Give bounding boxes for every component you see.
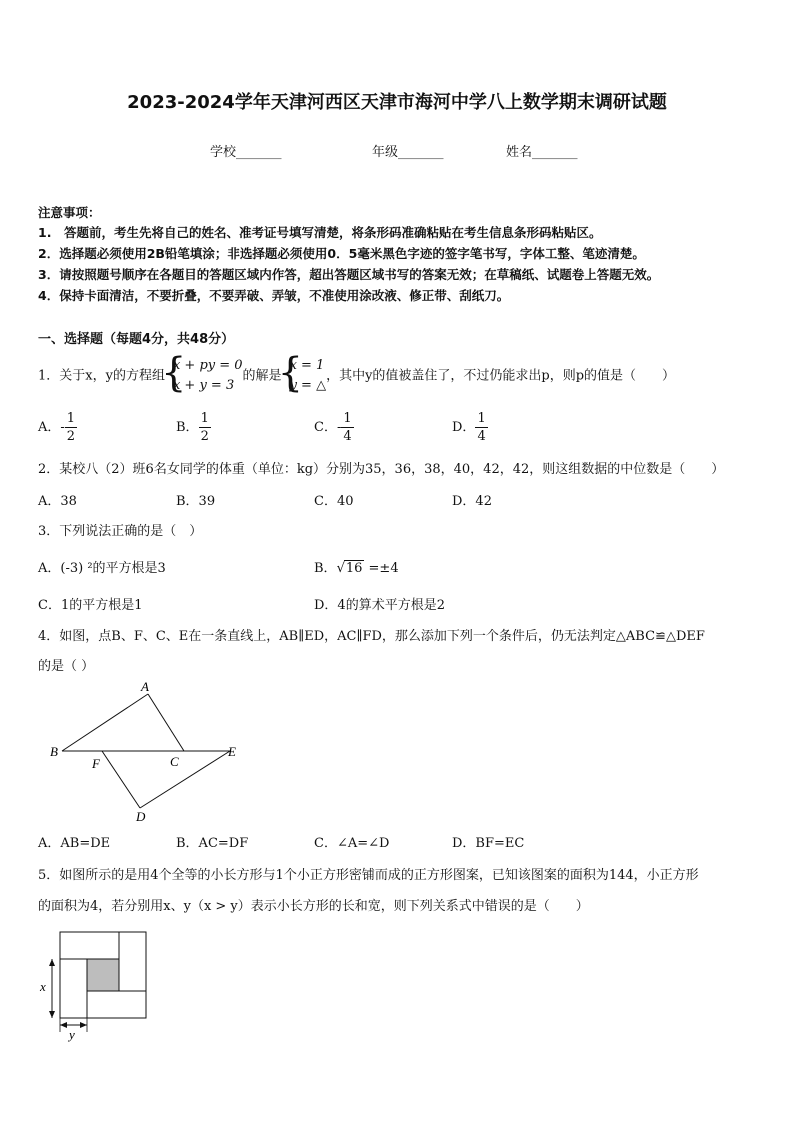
label-b: B xyxy=(50,744,58,759)
notice-item: 2．选择题必须使用2B铅笔填涂；非选择题必须使用0．5毫米黑色字迹的签字笔书写，字体工整、笔迹清楚。 xyxy=(38,246,645,261)
option-label: B． xyxy=(176,420,199,435)
label-x: x xyxy=(40,979,46,994)
denominator: 4 xyxy=(477,429,486,444)
q2-option-d[interactable]: D．42 xyxy=(452,494,492,509)
label-d: D xyxy=(136,809,146,824)
q4-option-b[interactable]: B．AC=DF xyxy=(176,836,249,851)
option-label: D． xyxy=(452,420,476,435)
q1-mid: 的解是 xyxy=(242,368,282,384)
question-4-line1: 4．如图，点B、F、C、E在一条直线上，AB∥ED，AC∥FD，那么添加下列一个条件后，仍无法判定△ABC≌△DEF xyxy=(38,629,705,644)
label-a: A xyxy=(141,679,149,694)
triangle-figure xyxy=(40,676,250,826)
equation-1: { x + py = 0 xyxy=(172,358,243,373)
question-5-line1: 5．如图所示的是用4个全等的小长方形与1个小正方形密铺而成的正方形图案，已知该图案的面积为144，小正方形 xyxy=(38,868,699,883)
section-heading: 一、选择题（每题4分，共48分） xyxy=(38,332,235,347)
q4-option-a[interactable]: A．AB=DE xyxy=(38,836,111,851)
square-pattern-figure xyxy=(36,928,152,1043)
q1-tail: ，其中y的值被盖住了，不过仍能求出p，则p的值是（ ） xyxy=(326,368,676,384)
q3-option-d[interactable]: D．4的算术平方根是2 xyxy=(314,598,445,613)
label-c: C xyxy=(170,754,179,769)
question-2: 2．某校八（2）班6名女同学的体重（单位：kg）分别为35，36，38，40，42，42，则这组数据的中位数是（ ） xyxy=(38,462,725,477)
fraction xyxy=(65,412,77,443)
q1-option-b[interactable] xyxy=(176,412,211,443)
q4-option-c[interactable]: C．∠A=∠D xyxy=(314,836,390,851)
q3-option-b[interactable] xyxy=(314,557,399,576)
solution-2: y = △ xyxy=(289,378,327,393)
sqrt-icon: √ xyxy=(336,561,345,576)
denominator: 2 xyxy=(66,429,76,444)
q3-option-c[interactable]: C．1的平方根是1 xyxy=(38,598,143,613)
notice-item: 4．保持卡面清洁，不要折叠，不要弄破、弄皱，不准使用涂改液、修正带、刮纸刀。 xyxy=(38,288,510,303)
q3-option-a[interactable]: A．(-3) ²的平方根是3 xyxy=(38,561,166,576)
q2-option-c[interactable]: C．40 xyxy=(314,494,354,509)
denominator: 2 xyxy=(200,429,209,444)
question-1 xyxy=(38,356,675,396)
fraction xyxy=(475,412,487,443)
page-title: 2023-2024学年天津河西区天津市海河中学八上数学期末调研试题 xyxy=(127,92,667,113)
q1-lead: 1．关于x，y的方程组 xyxy=(38,368,165,384)
notice-heading: 注意事项： xyxy=(38,205,101,220)
label-f: F xyxy=(92,756,100,771)
equation-2: x + y = 3 xyxy=(172,378,235,393)
solution-1: { x = 1 xyxy=(289,358,325,373)
question-5-line2: 的面积为4，若分别用x、y（x > y）表示小长方形的长和宽，则下列关系式中错误的是（ ） xyxy=(38,899,589,914)
option-label: C．- xyxy=(314,420,342,435)
grade-field[interactable]: 年级_______ xyxy=(372,145,444,160)
q1-option-a[interactable] xyxy=(38,412,77,443)
school-field[interactable]: 学校_______ xyxy=(210,145,282,160)
q1-option-d[interactable] xyxy=(452,412,488,443)
numerator: 1 xyxy=(477,411,486,426)
option-tail: =±4 xyxy=(364,561,399,576)
question-4-line2: 的是（ ） xyxy=(38,659,95,674)
q2-option-b[interactable]: B．39 xyxy=(176,494,216,509)
label-y: y xyxy=(69,1027,75,1042)
fraction xyxy=(341,412,353,443)
question-3: 3．下列说法正确的是（ ） xyxy=(38,524,203,539)
equation-system xyxy=(165,356,243,396)
q4-option-d[interactable]: D．BF=EC xyxy=(452,836,525,851)
q2-option-a[interactable]: A．38 xyxy=(38,494,77,509)
notice-item: 3．请按照题号顺序在各题目的答题区域内作答，超出答题区域书写的答案无效；在草稿纸、试题卷上答题无效。 xyxy=(38,267,660,282)
solution-system xyxy=(282,356,327,396)
fraction xyxy=(199,412,211,443)
notice-item: 1. 答题前，考生先将自己的姓名、准考证号填写清楚，将条形码准确粘贴在考生信息条形码粘贴区。 xyxy=(38,225,602,240)
numerator: 1 xyxy=(200,411,209,426)
numerator: 1 xyxy=(343,411,352,426)
q1-option-c[interactable] xyxy=(314,412,354,443)
label-e: E xyxy=(228,744,236,759)
name-field[interactable]: 姓名_______ xyxy=(506,145,578,160)
option-label: B． xyxy=(314,561,337,576)
numerator: 1 xyxy=(66,411,76,426)
radicand: 16 xyxy=(345,561,363,576)
denominator: 4 xyxy=(343,429,352,444)
option-label: A．- xyxy=(38,420,65,435)
